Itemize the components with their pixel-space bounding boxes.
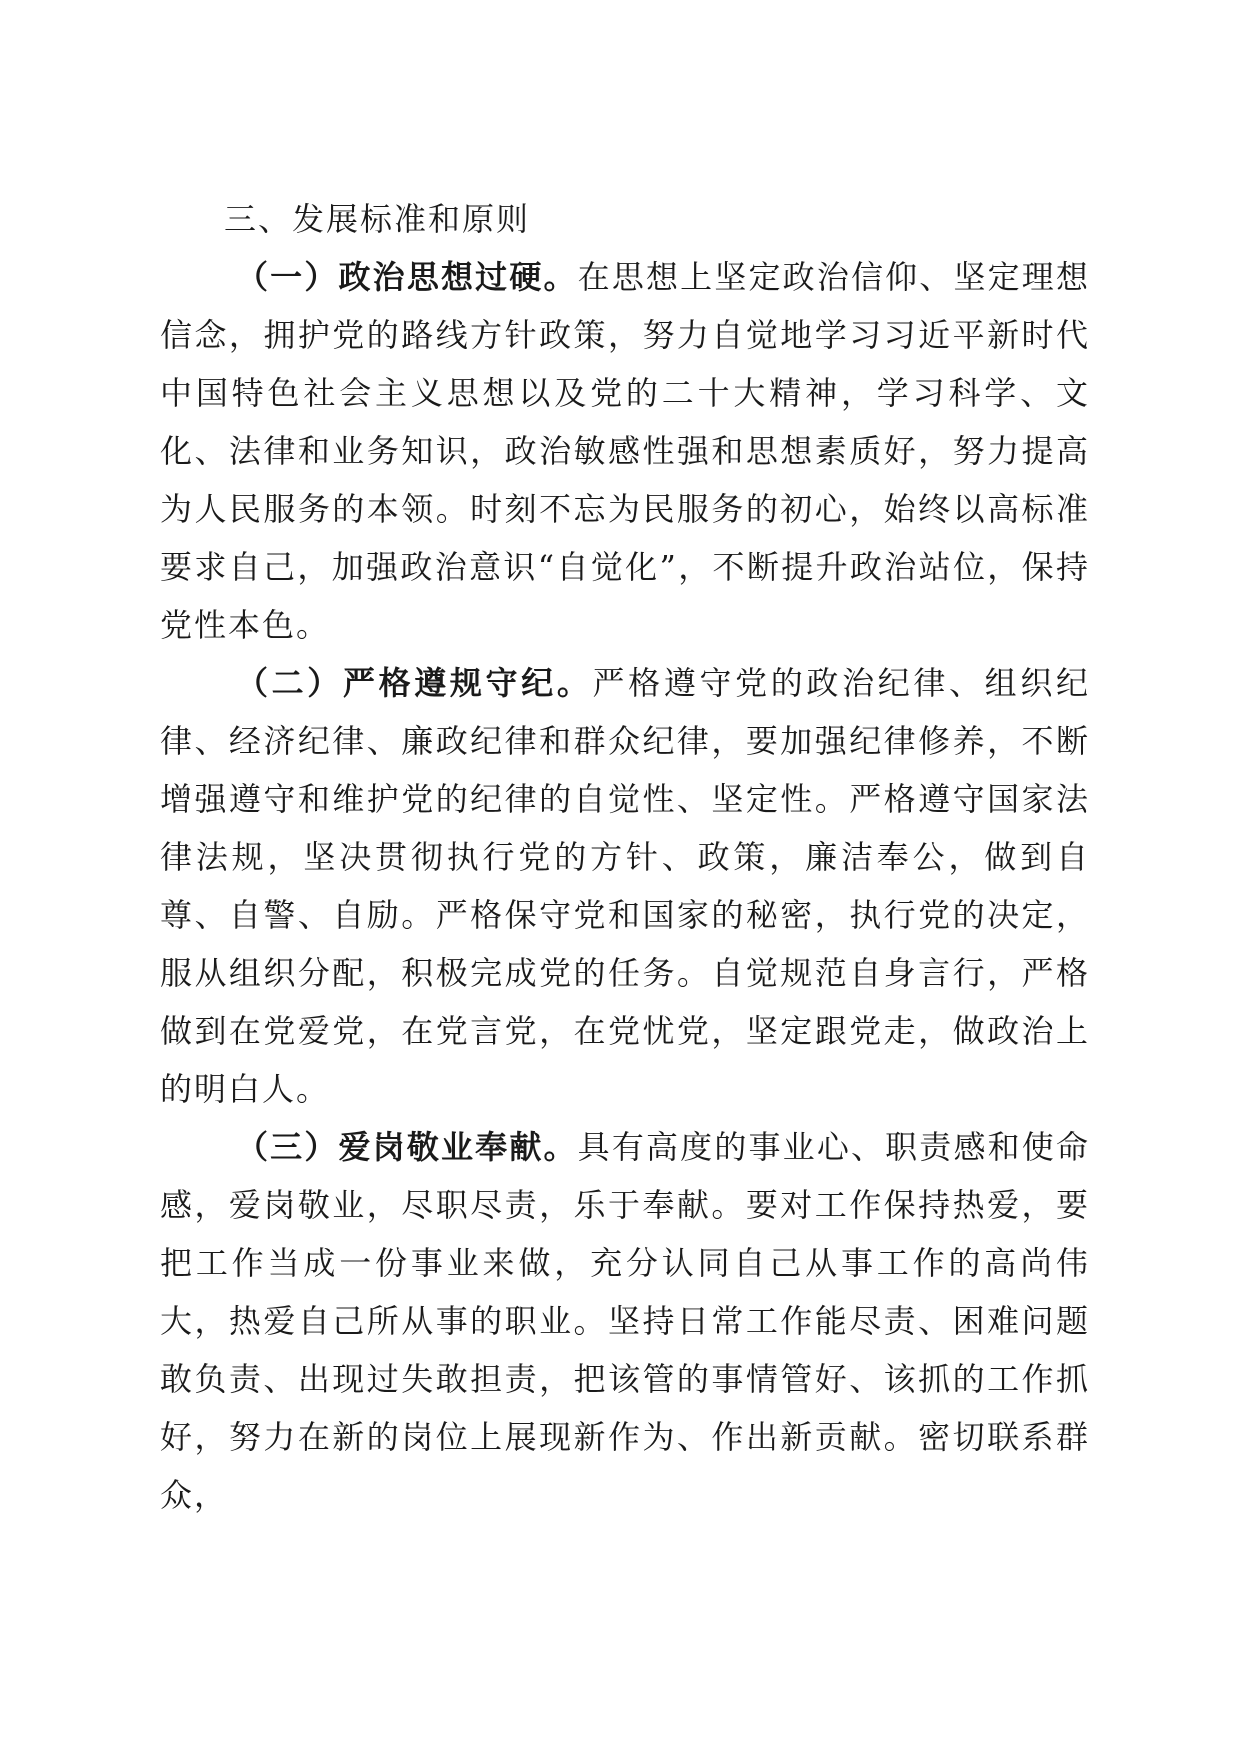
- paragraph-lead: （三）爱岗敬业奉献。: [236, 1128, 578, 1166]
- paragraph-lead: （一）政治思想过硬。: [236, 258, 578, 296]
- section-heading: 三、发展标准和原则: [224, 200, 531, 238]
- paragraph-text: 在思想上坚定政治信仰、坚定理想信念，拥护党的路线方针政策，努力自觉地学习习近平新时代中国特色社会主义思想以及党的二十大精神，学习科学、文化、法律和业务知识，政治敏感性强和思想素质好，努力提高为人民服务的本领。时刻不忘为民服务的初心，始终以高标准要求自己，加强政治意识“自觉化”，不断提升政治站位，保持党性本色。: [160, 258, 1090, 644]
- paragraph-dedication: [160, 1118, 1090, 1524]
- paragraph-discipline: [160, 654, 1090, 1118]
- paragraph-political-thought: [160, 248, 1090, 654]
- paragraph-text: 严格遵守党的政治纪律、组织纪律、经济纪律、廉政纪律和群众纪律，要加强纪律修养，不断增强遵守和维护党的纪律的自觉性、坚定性。严格遵守国家法律法规，坚决贯彻执行党的方针、政策，廉洁奉公，做到自尊、自警、自励。严格保守党和国家的秘密，执行党的决定，服从组织分配，积极完成党的任务。自觉规范自身言行，严格做到在党爱党，在党言党，在党忧党，坚定跟党走，做政治上的明白人。: [160, 664, 1090, 1108]
- paragraph-lead: （二）严格遵规守纪。: [236, 664, 593, 702]
- paragraph-text: 具有高度的事业心、职责感和使命感，爱岗敬业，尽职尽责，乐于奉献。要对工作保持热爱，要把工作当成一份事业来做，充分认同自己从事工作的高尚伟大，热爱自己所从事的职业。坚持日常工作能尽责、困难问题敢负责、出现过失敢担责，把该管的事情管好、该抓的工作抓好，努力在新的岗位上展现新作为、作出新贡献。密切联系群众，: [160, 1128, 1090, 1514]
- document-body: [160, 190, 1090, 1524]
